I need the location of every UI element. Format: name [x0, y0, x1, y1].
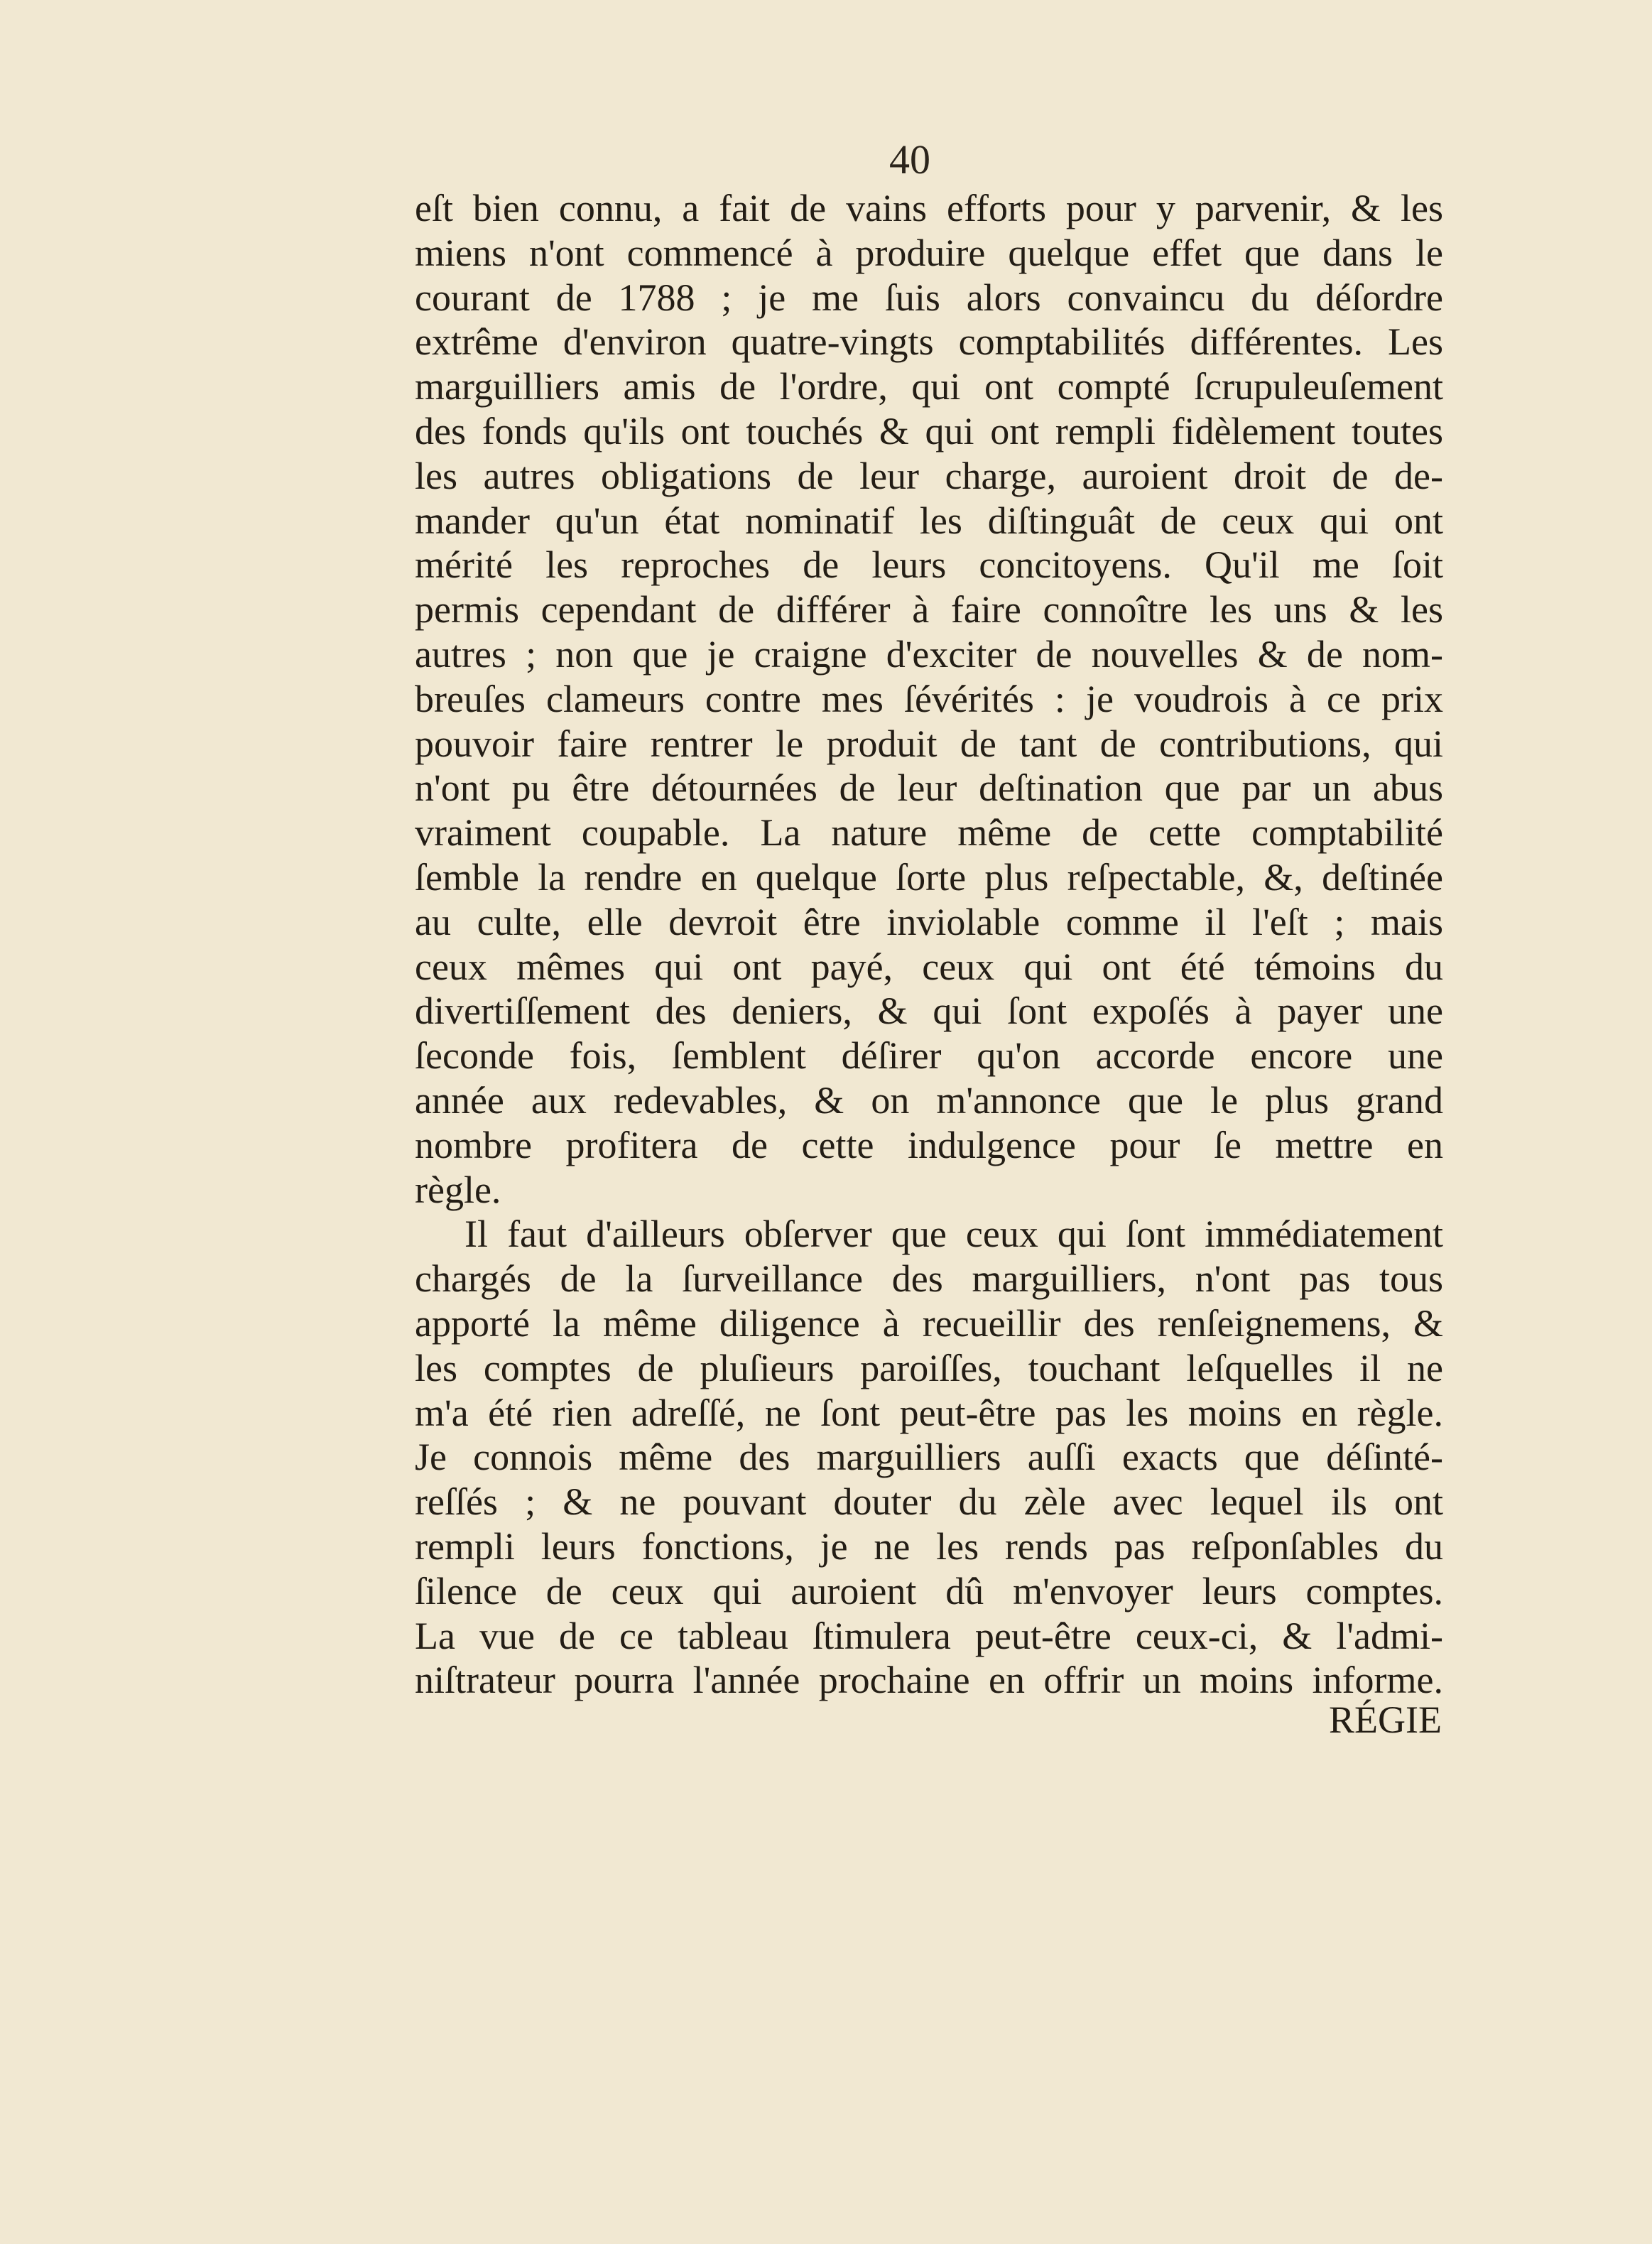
text-line: règle. — [415, 1168, 501, 1211]
text-line: extrême d'environ quatre-vingts comptabilités différentes. Les — [415, 320, 1443, 364]
text-line: Il faut d'ailleurs obſerver que ceux qui ſont immédiatement — [464, 1213, 1443, 1256]
text-line: des fonds qu'ils ont touchés & qui ont rempli fidèlement toutes — [415, 409, 1443, 452]
text-line: vraiment coupable. La nature même de cette comptabilité — [415, 811, 1443, 855]
text-line: mander qu'un état nominatif les diſtinguât de ceux qui ont — [415, 499, 1443, 542]
text-line: m'a été rien adreſſé, ne ſont peut-être pas les moins en règle. — [415, 1391, 1443, 1434]
text-line: ſeconde fois, ſemblent déſirer qu'on accorde encore une — [415, 1034, 1443, 1078]
text-line: mérité les reproches de leurs concitoyens. Qu'il me ſoit — [415, 543, 1443, 587]
text-line: année aux redevables, & on m'annonce que le plus grand — [415, 1078, 1443, 1122]
text-line: divertiſſement des deniers, & qui ſont expoſés à payer une — [415, 990, 1443, 1033]
text-line: eſt bien connu, a fait de vains efforts pour y parvenir, & les — [415, 187, 1443, 229]
text-line: breuſes clameurs contre mes ſévérités : je voudrois à ce prix — [415, 677, 1443, 720]
text-line: rempli leurs fonctions, je ne les rends pas reſponſables du — [415, 1524, 1443, 1568]
text-line: ſilence de ceux qui auroient dû m'envoyer leurs comptes. — [415, 1569, 1443, 1612]
text-line: apporté la même diligence à recueillir des renſeignemens, & — [415, 1301, 1443, 1345]
text-line: les autres obligations de leur charge, auroient droit de de- — [415, 454, 1443, 497]
text-line: La vue de ce tableau ſtimulera peut-être ceux-ci, & l'admi- — [415, 1614, 1443, 1657]
text-line: les comptes de pluſieurs paroiſſes, touchant leſquelles il ne — [415, 1346, 1443, 1389]
text-line: miens n'ont commencé à produire quelque effet que dans le — [415, 231, 1443, 274]
text-line: n'ont pu être détournées de leur deſtination que par un abus — [415, 766, 1443, 810]
page-number: 40 — [889, 136, 930, 183]
text-line: nombre profitera de cette indulgence pour ſe mettre en — [415, 1123, 1443, 1166]
text-line: niſtrateur pourra l'année prochaine en offrir un moins informe. — [415, 1659, 1443, 1702]
text-line: pouvoir faire rentrer le produit de tant de contributions, qui — [415, 722, 1443, 765]
text-line: marguilliers amis de l'ordre, qui ont compté ſcrupuleuſement — [415, 365, 1443, 408]
text-line: ceux mêmes qui ont payé, ceux qui ont été témoins du — [415, 945, 1443, 988]
text-line: Je connois même des marguilliers auſſi exacts que déſinté- — [415, 1436, 1443, 1479]
text-line: reſſés ; & ne pouvant douter du zèle avec lequel ils ont — [415, 1480, 1443, 1524]
body-text — [415, 186, 1443, 1703]
paragraph-1 — [415, 186, 1443, 1212]
text-line: ſemble la rendre en quelque ſorte plus reſpectable, &, deſtinée — [415, 855, 1443, 899]
text-line: courant de 1788 ; je me ſuis alors convaincu du déſordre — [415, 276, 1443, 319]
text-line: permis cependant de différer à faire connoître les uns & les — [415, 588, 1443, 632]
text-line: autres ; non que je craigne d'exciter de nouvelles & de nom- — [415, 632, 1443, 676]
text-line: chargés de la ſurveillance des marguilliers, n'ont pas tous — [415, 1257, 1443, 1301]
catchword: RÉGIE — [1329, 1698, 1442, 1741]
text-line: au culte, elle devroit être inviolable comme il l'eſt ; mais — [415, 900, 1443, 943]
paragraph-2 — [415, 1212, 1443, 1703]
